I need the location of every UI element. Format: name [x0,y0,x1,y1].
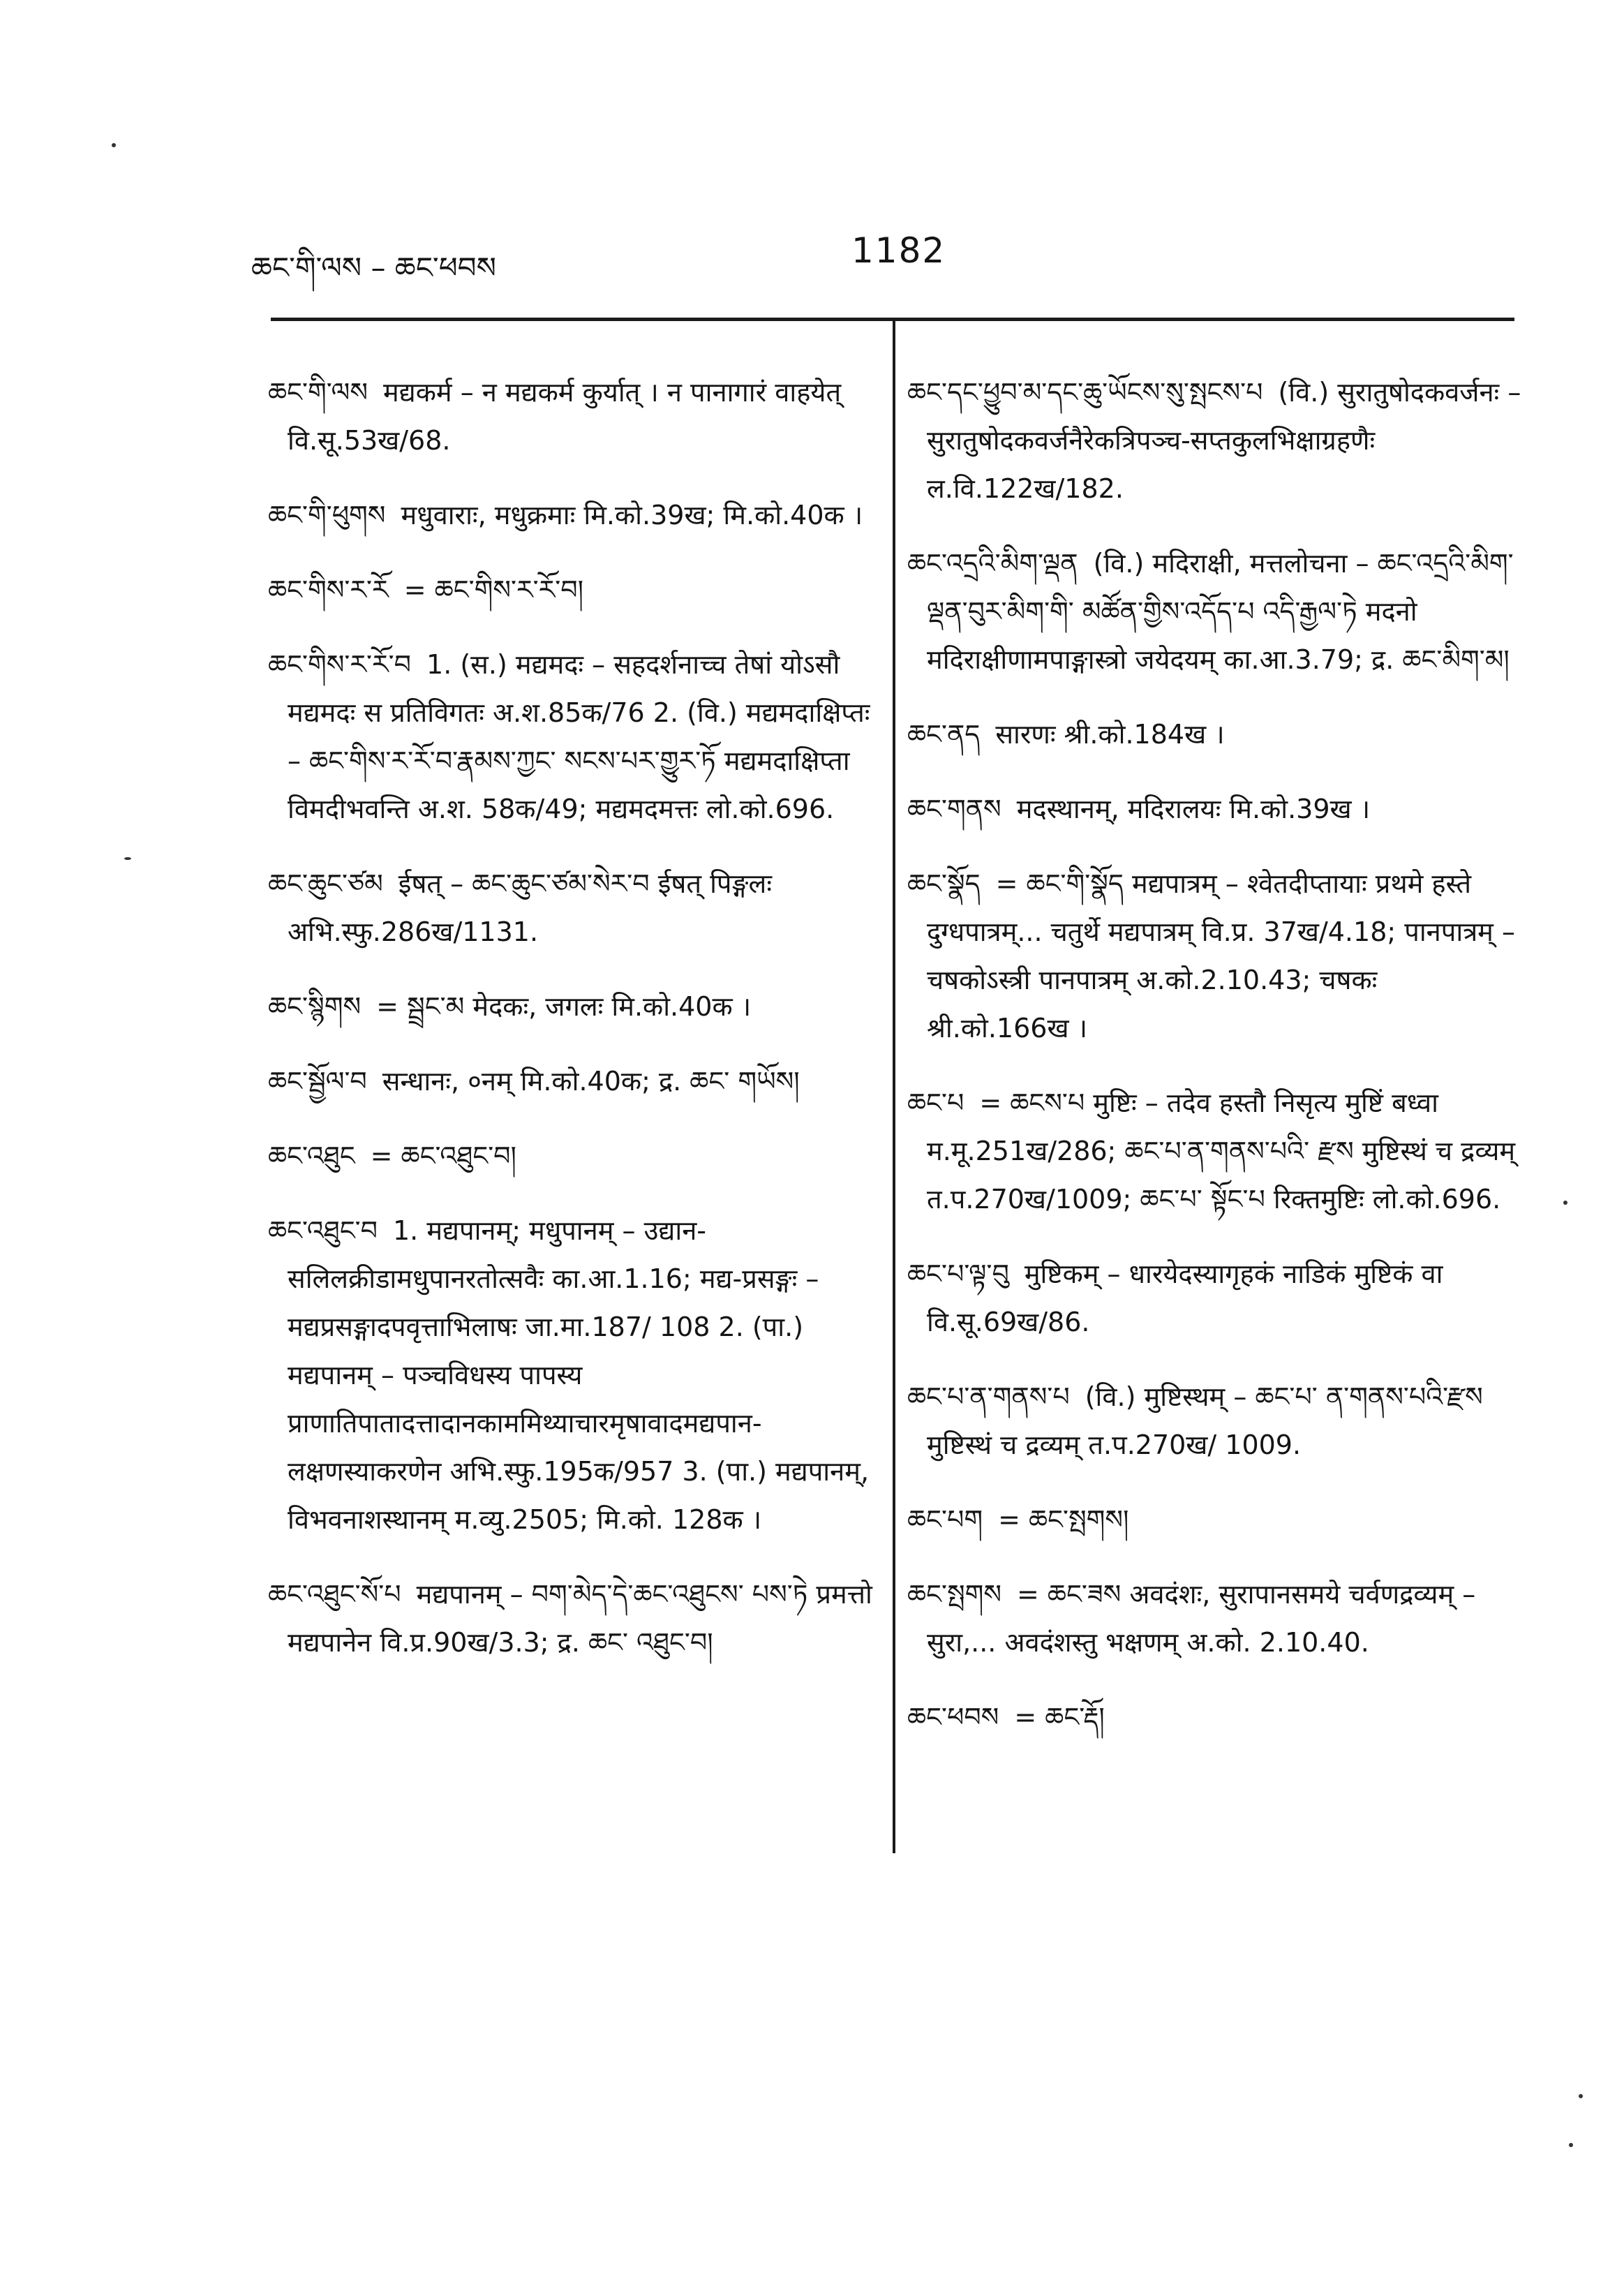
entry-definition: = ཆང་གི་སྣོད मद्यपात्रम् – श्वेतदीप्तायाः प्रथमे हस्ते दुग्धपात्रम्... चतुर्थे मद्यपात्रम् वि.प्र. 37ख/4.18; पानपात्रम् – चषकोऽस्त्री पानपात्रम् अ.को.2.10.43; चषकः श्री.को.166ख । [927,868,1515,1044]
entry-headword: ཆང་པ་ན་གནས་པ [907,1381,1070,1412]
entry-headword: ཆང་འཐུང་སོ་པ [268,1579,401,1610]
entry-definition: = ཆང་སྤགས། [998,1504,1129,1535]
entry-headword: ཆང་གིས་ར་རོ [268,574,389,605]
dictionary-entry [268,983,875,1031]
dictionary-entry [907,1571,1521,1667]
scan-speck [112,143,116,147]
dictionary-entry [907,540,1521,684]
entry-definition: ईषत् – ཆང་ཆུང་ཙམ་སེར་བ ईषत् पिङ्गलः अभि.स्फु.286ख/1131. [288,868,772,947]
scan-speck [1563,1201,1567,1205]
dictionary-entry [907,1373,1521,1469]
entry-headword: ཆང་པ་ལྟ་བུ [907,1259,1009,1289]
entry-headword: ཆང་གི་ལས [268,377,368,408]
entry-headword: ཆང་པག [907,1504,983,1535]
dictionary-entry [907,785,1521,833]
dictionary-entry [268,860,875,956]
column-divider [893,321,895,1853]
dictionary-entry [268,369,875,465]
entry-definition: = སྦྲང་མ मेदकः, जगलः मि.को.40क । [376,991,752,1022]
entry-headword: ཆང་གནས [907,794,1001,824]
entry-headword: ཆང་ནད [907,719,981,750]
page-number: 1182 [851,230,946,271]
dictionary-entry [907,1496,1521,1544]
dictionary-entry [268,641,875,833]
entry-definition: मद्यपानम् – བག་མེད་དེ་ཆང་འཐུངས་ པས་ཏེ प्रमत्तो मद्यपानेन वि.प्र.90ख/3.3; द्र. ཆང་ འཐུང་བ། [288,1579,872,1658]
entry-definition: मद्यकर्म – न मद्यकर्म कुर्यात् । न पानागारं वाहयेत् वि.सू.53ख/68. [288,377,842,456]
entry-definition: मदस्थानम्, मदिरालयः मि.को.39ख । [1016,794,1371,824]
entry-definition: सन्धानः, ०नम् मि.को.40क; द्र. ཆང་ གཡོས། [382,1066,800,1097]
dictionary-entry [907,1079,1521,1224]
entry-definition: मुष्टिकम् – धारयेदस्यागृहकं नाडिकं मुष्टिकं वा वि.सू.69ख/86. [927,1259,1443,1337]
dictionary-entry [268,566,875,614]
entry-definition: 1. (स.) मद्यमदः – सहदर्शनाच्च तेषां योऽसौ मद्यमदः स प्रतिविगतः अ.श.85क/76 2. (वि.) मद्यमदाक्षिप्तः – ཆང་གིས་ར་རོ་བ་རྣམས་ཀྱང་ སངས་པར་གྱུར་ཏོ मद्यमदाक्षिप्ता विमदीभवन्ति अ.श. 58क/49; मद्यमदमत्तः लो.को.696. [288,649,870,824]
entry-headword: ཆང་སྙིགས [268,991,362,1022]
dictionary-entry [907,1250,1521,1346]
entry-definition: = ཆང་ཟས अवदंशः, सुरापानसमये चर्वणद्रव्यम् – सुरा,... अवदंशस्तु भक्षणम् अ.को. 2.10.40. [927,1579,1476,1658]
entry-definition: (वि.) मुष्टिस्थम् – ཆང་པ་ ན་གནས་པའི་རྫས मुष्टिस्थं च द्रव्यम् त.प.270ख/ 1009. [927,1381,1483,1460]
entry-definition: = ཆང་གིས་ར་རོ་བ། [403,574,584,605]
running-head: ཆང་གི་ལས – ཆང་ཕབས [251,251,496,285]
entry-definition: मधुवाराः, मधुक्रमाः मि.को.39ख; मि.को.40क । [401,500,863,530]
entry-headword: ཆང་སྦྱོལ་བ [268,1066,367,1097]
entry-headword: ཆང་སྣོད [907,868,981,899]
dictionary-entry [268,1571,875,1667]
entry-definition: सारणः श्री.को.184ख । [995,719,1225,750]
dictionary-entry [907,860,1521,1053]
entry-definition: = ཆངས་པ मुष्टिः – तदेव हस्तौ निसृत्य मुष्टिं बध्वा म.मू.251ख/286; ཆང་པ་ན་གནས་པའི་ རྫས मुष्टिस्थं च द्रव्यम् त.प.270ख/1009; ཆང་པ་ སྟོང་པ रिक्तमुष्टिः लो.को.696. [927,1088,1516,1215]
entry-headword: ཆང་དང་ཕྱུབ་མ་དང་ཆུ་ཡོངས་སུ་སྤངས་པ [907,377,1263,408]
scan-speck [124,857,131,860]
dictionary-entry [268,1057,875,1106]
dictionary-entry [268,1207,875,1544]
entry-headword: ཆང་པ [907,1088,964,1118]
entry-headword: ཆང་འཐུང [268,1141,355,1171]
dictionary-entry [907,369,1521,513]
entry-headword: ཆང་སྤགས [907,1579,1002,1610]
entry-headword: ཆང་འདྲའི་མིག་ལྡན [907,548,1078,579]
entry-headword: ཆང་འཐུང་བ [268,1215,378,1246]
left-column [268,342,875,1682]
dictionary-entry [907,1693,1521,1742]
entry-definition: 1. मद्यपानम्; मधुपानम् – उद्यान-सलिलक्रीडामधुपानरतोत्सवैः का.आ.1.16; मद्य-प्रसङ्गः – मद्यप्रसङ्गादपवृत्ताभिलाषः जा.मा.187/ 108 2. (पा.) मद्यपानम् – पञ्चविधस्य पापस्य प्राणातिपातादत्तादानकाममिथ्याचारमृषावादमद्यपान-लक्षणस्याकरणेन अभि.स्फु.195क/957 3. (पा.) मद्यपानम्, विभवनाशस्थानम् म.व्यु.2505; मि.को. 128क । [288,1215,870,1535]
entry-definition: = ཆང་འཐུང་བ། [370,1141,516,1171]
entry-definition: (वि.) सुरातुषोदकवर्जनः – सुरातुषोदकवर्जनैरेकत्रिपञ्च-सप्तकुलभिक्षाग्रहणैः ल.वि.122ख/182. [927,377,1521,504]
entry-headword: ཆང་གིས་ར་རོ་བ [268,649,412,680]
right-column [907,342,1521,1756]
entry-definition: (वि.) मदिराक्षी, मत्तलोचना – ཆང་འདྲའི་མིག་ལྡན་བུར་མིག་གི་ མཚོན་གྱིས་འདོད་པ འདི་རྒྱལ་ཏེ मदनो मदिराक्षीणामपाङ्गास्त्रो जयेदयम् का.आ.3.79; द्र. ཆང་མིག་མ། [927,548,1514,675]
dictionary-entry [907,711,1521,759]
entry-definition: = ཆང་རྡོ། [1014,1702,1105,1732]
scan-speck [1569,2143,1573,2147]
dictionary-entry [268,491,875,540]
scan-speck [1579,2094,1583,2098]
dictionary-entry [268,1132,875,1180]
page-header [0,209,1624,293]
entry-headword: ཆང་གི་ཕུགས [268,500,386,530]
entry-headword: ཆང་ཆུང་ཙམ [268,868,383,899]
entry-headword: ཆང་ཕབས [907,1702,999,1732]
